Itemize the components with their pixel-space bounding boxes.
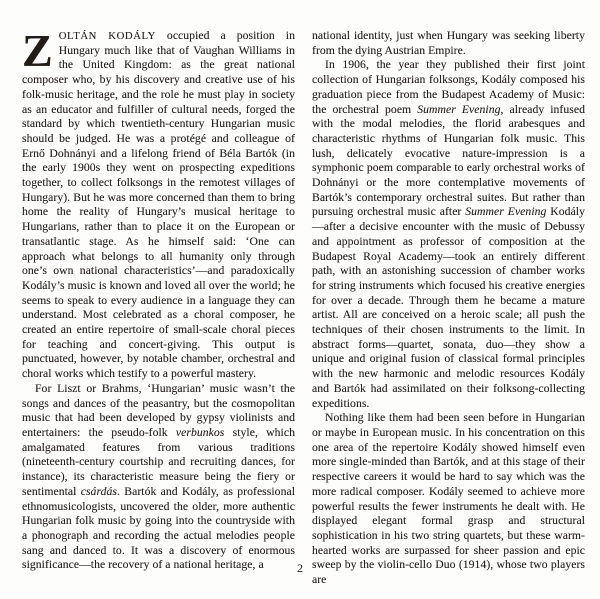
paragraph	[22, 25, 295, 382]
text-column-right	[312, 29, 585, 588]
italic-text-run: Summer Evening	[417, 102, 501, 116]
text-run: . Bartók and Kodály, as professional ethnomusicologists, uncovered the older, more authentic Hungarian folk music by going into the countryside with a phonograph and recording the actual melodies people sang and danced to. It was a discovery of enormous significance—the recovery of a national heritage, a	[22, 484, 295, 572]
drop-cap: Z	[22, 25, 53, 76]
italic-text-run: Summer Evening	[465, 205, 547, 219]
text-run: occupied a position in Hungary much like that of Vaughan Williams in the United Kingdom: as the great national composer who, by his discovery and creative use of his folk-music heritage, and the role he must play in society as an educator and fulfiller of cultural needs, forged the standard by which twentieth-century Hungarian music should be judged. He was a protégé and colleague of Ernő Dohnányi and a lifelong friend of Béla Bartók (in the early 1900s they went on prospecting expeditions together, to collect folksongs in the remotest villages of Hungary). But he was more concerned than them to bring home the reality of Hungary’s musical heritage to Hungarians, rather than to place it on the European or transatlantic stage. As he himself said: ‘One can approach what belongs to all humanity only through one’s own national characteristics’—and paradoxically Kodály’s music is known and loved all over the world; he seems to speak to every audience in a language they can understand. Most celebrated as a choral composer, he created an entire repertoire of small-scale choral pieces for teaching and concert-giving. This output is punctuated, however, by notable chamber, orchestral and choral works which testify to a powerful mastery.	[22, 29, 295, 381]
text-run: For Liszt or Brahms, ‘Hungarian’ music wasn’t the songs and dances of the peasantry, but the cosmopolitan music that had been developed by gypsy violinists and entertainers: the pseudo-folk	[22, 381, 295, 439]
two-column-text-block	[22, 25, 586, 588]
text-run: , already infused with the modal melodies, the florid arabesques and characteristic rhythms of Hungarian folk music. This lush, delicately evocative nature-impression is a symphonic poem comparable to early orchestral works of Dohnányi or the more contemplative movements of Bartók’s contemporary orchestral suites. But rather than pursuing orchestral music after	[312, 102, 585, 219]
paragraph	[312, 29, 585, 58]
italic-text-run: csárdás	[80, 484, 117, 498]
text-run: national identity, just when Hungary was seeking liberty from the dying Austrian Empire.	[312, 29, 585, 57]
lead-caps: OLTÁN KODÁLY	[58, 30, 156, 42]
text-run: Kodály—after a decisive encounter with the music of Debussy and appointment as professor of composition at the Budapest Royal Academy—took an entirely different path, with an astonishing succession of chamber works for string instruments which focused his creative energies for over a decade. Through them he became a mature artist. All are conceived on a heroic scale; all push the techniques of their chosen instruments to the limit. In abstract forms—quartet, sonata, duo—they show a unique and original fusion of classical formal principles with the new harmonic and melodic resources Kodály and Bartók had assimilated on their folksong-collecting expeditions.	[312, 205, 586, 410]
text-column-left	[22, 25, 295, 588]
paragraph	[312, 58, 585, 411]
text-run: In 1906, the year they published their first joint collection of Hungarian folksongs, Kodály composed his graduation piece from the Budapest Academy of Music: the orchestral poem	[312, 58, 585, 116]
text-run: style, which amalgamated features from various traditions (nineteenth-century courtship and recruiting dances, for instance), its characteristic measure being the fiery or sentimental	[22, 425, 295, 498]
paragraph	[22, 382, 295, 573]
italic-text-run: verbunkos	[175, 425, 225, 439]
text-run: Nothing like them had been seen before in Hungarian or maybe in European music. In his concentration on this one area of the repertoire Kodály showed himself even more single-minded than Bartók, and at this stage of their respective careers it would be hard to say which was the more radical composer. Kodály seemed to achieve more powerful results the fewer instruments he dealt with. He displayed elegant formal grasp and structural sophistication in his two string quartets, but these warm-hearted works are surpassed for sheer passion and epic sweep by the violin-cello Duo (1914), whose two players are	[312, 411, 585, 587]
page-number: 2	[297, 561, 303, 575]
